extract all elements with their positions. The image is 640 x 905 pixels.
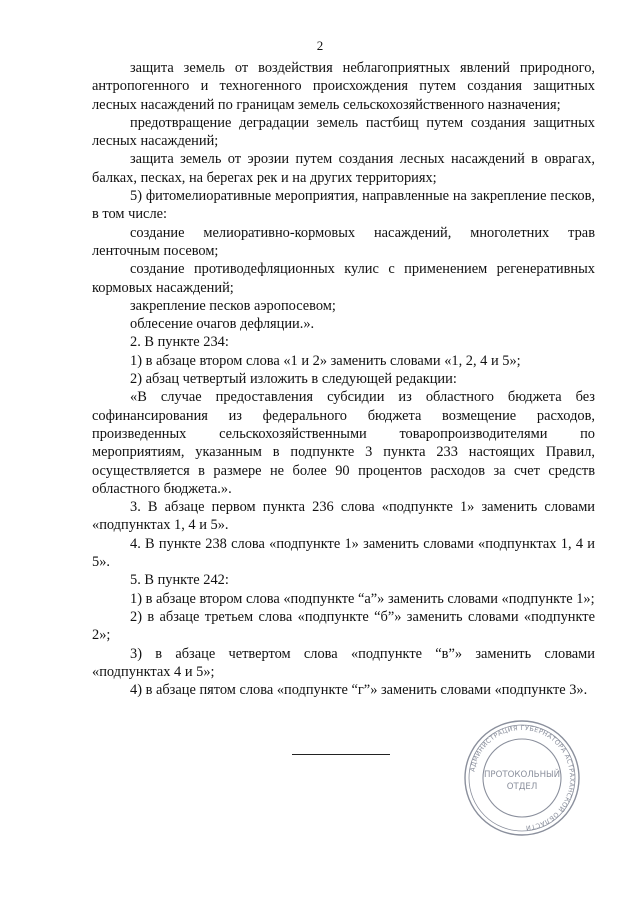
- stamp-center-text-line1: ПРОТОКОЛЬНЫЙ: [483, 770, 561, 780]
- paragraph: 3) в абзаце четвертом слова «подпункте “в”» заменить словами «подпунктах 4 и 5»;: [92, 645, 595, 680]
- official-stamp: [462, 718, 582, 838]
- paragraph: 2) в абзаце третьем слова «подпункте “б”» заменить словами «подпункте 2»;: [92, 608, 595, 644]
- paragraph: облесение очагов дефляции.».: [130, 316, 315, 333]
- paragraph: создание противодефляционных кулис с применением регенеративных кормовых насаждений;: [92, 261, 595, 296]
- stamp-center-text-line2: ОТДЕЛ: [506, 782, 538, 792]
- paragraph: 2. В пункте 234:: [130, 334, 229, 351]
- paragraph: 3. В абзаце первом пункта 236 слова «подпункте 1» заменить словами «подпунктах 1, 4 и 5».: [92, 499, 595, 534]
- paragraph: 5. В пункте 242:: [130, 572, 229, 589]
- paragraph: 4. В пункте 238 слова «подпункте 1» заменить словами «подпунктах 1, 4 и 5».: [92, 535, 595, 571]
- page-number: 2: [316, 38, 324, 53]
- signature-divider: [292, 754, 390, 755]
- paragraph: закрепление песков аэропосевом;: [130, 297, 336, 314]
- paragraph: предотвращение деградации земель пастбищ путем создания защитных лесных насаждений;: [92, 114, 595, 150]
- stamp-ring-text: АДМИНИСТРАЦИЯ ГУБЕРНАТОРА АСТРАХАНСКОЙ ОБЛАСТИ: [468, 723, 577, 832]
- paragraph: защита земель от эрозии путем создания лесных насаждений в оврагах, балках, песках, на берегах рек и на других территориях;: [92, 151, 595, 186]
- document-body: [92, 59, 595, 699]
- paragraph: 4) в абзаце пятом слова «подпункте “г”» заменить словами «подпункте 3».: [130, 682, 588, 699]
- paragraph: «В случае предоставления субсидии из областного бюджета без софинансирования из федерального бюджета возмещение расходов, произведенных сельскохозяйственными товаропроизводителями по мероприятиям, указанным в подпункте 3 пункта 233 настоящих Правил, осуществляется в размере не более 90 процентов расходов за счет средств областного бюджета.».: [92, 389, 595, 497]
- paragraph: 1) в абзаце втором слова «подпункте “а”» заменить словами «подпункте 1»;: [130, 590, 595, 607]
- paragraph: 2) абзац четвертый изложить в следующей редакции:: [130, 371, 457, 388]
- paragraph: 1) в абзаце втором слова «1 и 2» заменить словами «1, 2, 4 и 5»;: [130, 352, 521, 369]
- paragraph: создание мелиоративно-кормовых насаждений, многолетних трав ленточным посевом;: [92, 224, 595, 259]
- paragraph: защита земель от воздействия неблагоприятных явлений природного, антропогенного и техногенного происхождения путем создания защитных лесных насаждений по границам земель сельскохозяйственного назначения;: [92, 60, 595, 113]
- paragraph: 5) фитомелиоративные мероприятия, направленные на закрепление песков, в том числе:: [92, 188, 595, 223]
